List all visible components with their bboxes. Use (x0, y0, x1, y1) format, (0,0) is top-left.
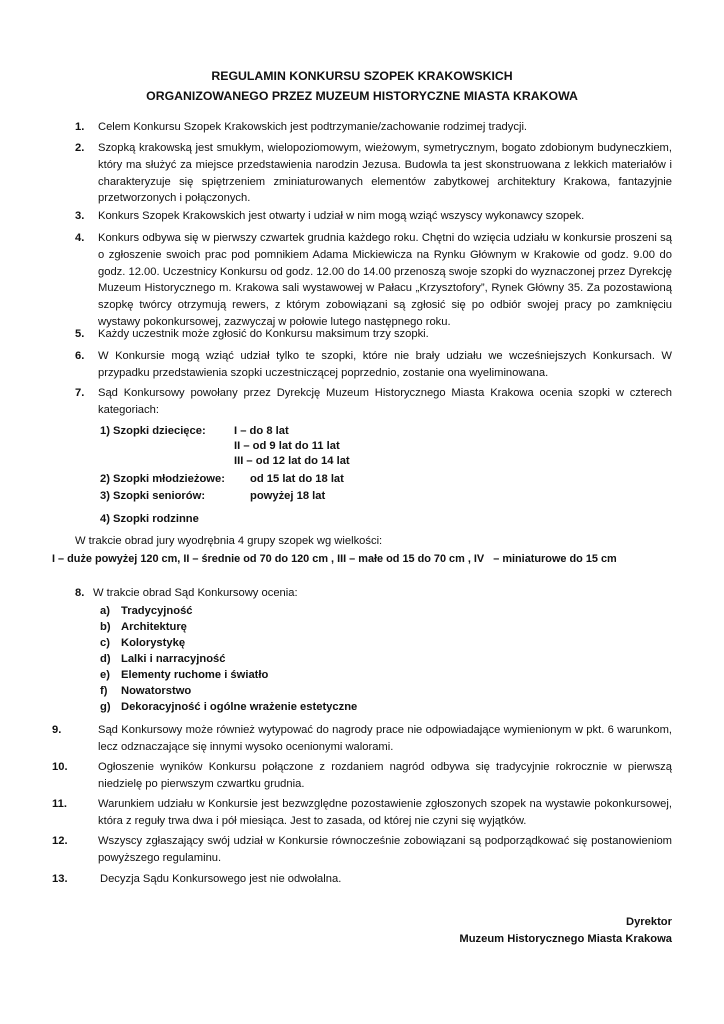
point-number: 8. (75, 587, 85, 599)
category-children-range-1: I – do 8 lat (234, 425, 289, 437)
point-number: 1. (75, 121, 85, 133)
point-number: 13. (52, 873, 68, 885)
point-text: Sąd Konkursowy może również wytypować do nagrody prace nie odpowiadające wymienionym w pkt. 6 warunkom, lecz odznaczające się innymi wysoko ocenionymi walorami. (98, 724, 672, 753)
size-groups-line: I – duże powyżej 120 cm, II – średnie od 70 do 120 cm , III – małe od 15 do 70 cm , IV – miniaturowe do 15 cm (52, 553, 617, 565)
document-title-line2: ORGANIZOWANEGO PRZEZ MUZEUM HISTORYCZNE MIASTA KRAKOWA (146, 89, 578, 103)
criterion-label: Elementy ruchome i światło (121, 669, 269, 681)
point-text: Konkurs odbywa się w pierwszy czwartek grudnia każdego roku. Chętni do wzięcia udziału w konkursie proszeni są o zgłoszenie swoich prac pod pomnikiem Adama Mickiewicza na Rynku Głównym w Krakowie od godz. 9.00 do godz. 12.00. Uczestnicy Konkursu od godz. 12.00 do 14.00 przenoszą swoje szopki do wyznaczonej przez Dyrekcję Muzeum Historycznego m. Krakowa sali wystawowej w Pałacu „Krzysztofory”, Rynek Główny 35. Za pozostawioną szopkę twórcy otrzymują rewers, z którym zobowiązani są zgłosić się po odbiór swojej pracy po zamknięciu wystawy pokonkursowej, zazwyczaj w połowie lutego następnego roku. (98, 232, 672, 328)
criterion-letter: f) (100, 685, 108, 697)
point-number: 11. (52, 798, 67, 810)
category-children-range-3: III – od 12 lat do 14 lat (234, 455, 350, 467)
category-children-range-2: II – od 9 lat do 11 lat (234, 440, 340, 452)
signature-role: Dyrektor (625, 916, 672, 928)
criterion-label: Dekoracyjność i ogólne wrażenie estetyczne (121, 701, 358, 713)
point-number: 12. (52, 835, 68, 847)
point-text: Konkurs Szopek Krakowskich jest otwarty i udział w nim mogą wziąć wszyscy wykonawcy szopek. (98, 210, 585, 222)
category-youth-range: od 15 lat do 18 lat (250, 473, 344, 485)
criterion-label: Lalki i narracyjność (121, 653, 226, 665)
point-text: Warunkiem udziału w Konkursie jest bezwzględne pozostawienie zgłoszonych szopek na wystawie pokonkursowej, która z reguły trwa dwa i pół miesiąca. Jest to zasada, od której nie czyni się wyjątków. (98, 798, 672, 827)
point-text: Wszyscy zgłaszający swój udział w Konkursie równocześnie zobowiązani są podporządkować się postanowieniom powyższego regulaminu. (98, 835, 672, 864)
category-senior-range: powyżej 18 lat (250, 490, 326, 502)
point-number: 7. (75, 387, 85, 399)
document-title-line1: REGULAMIN KONKURSU SZOPEK KRAKOWSKICH (211, 69, 513, 83)
point-text: Decyzja Sądu Konkursowego jest nie odwołalna. (100, 873, 342, 885)
point-number: 10. (52, 761, 68, 773)
criterion-letter: e) (100, 669, 110, 681)
signature-institution: Muzeum Historycznego Miasta Krakowa (459, 933, 672, 945)
point-number: 4. (75, 232, 85, 244)
criterion-label: Tradycyjność (121, 605, 193, 617)
point-text: Sąd Konkursowy powołany przez Dyrekcję Muzeum Historycznego Miasta Krakowa ocenia szopki w czterech kategoriach: (98, 387, 672, 416)
point-text: W Konkursie mogą wziąć udział tylko te szopki, które nie brały udziału we wcześniejszych Konkursach. W przypadku przedstawienia szopki uczestniczącej poprzednio, zostanie ona wyeliminowana. (98, 350, 672, 379)
criterion-letter: g) (100, 701, 111, 713)
point-text: Każdy uczestnik może zgłosić do Konkursu maksimum trzy szopki. (98, 328, 429, 340)
point-number: 9. (52, 724, 62, 736)
category-youth-label: 2) Szopki młodzieżowe: (100, 473, 225, 485)
category-family-label: 4) Szopki rodzinne (100, 513, 199, 525)
criterion-label: Architekturę (121, 621, 187, 633)
point-number: 5. (75, 328, 85, 340)
point-text: Ogłoszenie wyników Konkursu połączone z rozdaniem nagród odbywa się tradycyjnie rokrocznie w pierwszą niedzielę po pierwszym czwartku grudnia. (98, 761, 672, 790)
point-text: Szopką krakowską jest smukłym, wielopoziomowym, wieżowym, symetrycznym, bogato zdobionym budyneczkiem, który ma służyć za miejsce przedstawienia narodzin Jezusa. Budowla ta jest skonstruowana z lekkich materiałów i charakteryzuje się spiętrzeniem zminiaturowanych elementów zabytkowej architektury Krakowa, fantazyjnie przetworzonych i połączonych. (98, 142, 672, 205)
size-groups-intro: W trakcie obrad jury wyodrębnia 4 grupy szopek wg wielkości: (75, 535, 383, 547)
point-text: Celem Konkursu Szopek Krakowskich jest podtrzymanie/zachowanie rodzimej tradycji. (98, 121, 528, 133)
category-senior-label: 3) Szopki seniorów: (100, 490, 206, 502)
point-text: W trakcie obrad Sąd Konkursowy ocenia: (93, 587, 298, 599)
criterion-letter: d) (100, 653, 111, 665)
point-number: 2. (75, 142, 85, 154)
criterion-letter: a) (100, 605, 110, 617)
point-number: 6. (75, 350, 85, 362)
category-children-label: 1) Szopki dziecięce: (100, 425, 206, 437)
criterion-label: Kolorystykę (121, 637, 186, 649)
criterion-letter: c) (100, 637, 110, 649)
criterion-label: Nowatorstwo (121, 685, 192, 697)
point-number: 3. (75, 210, 85, 222)
criterion-letter: b) (100, 621, 111, 633)
